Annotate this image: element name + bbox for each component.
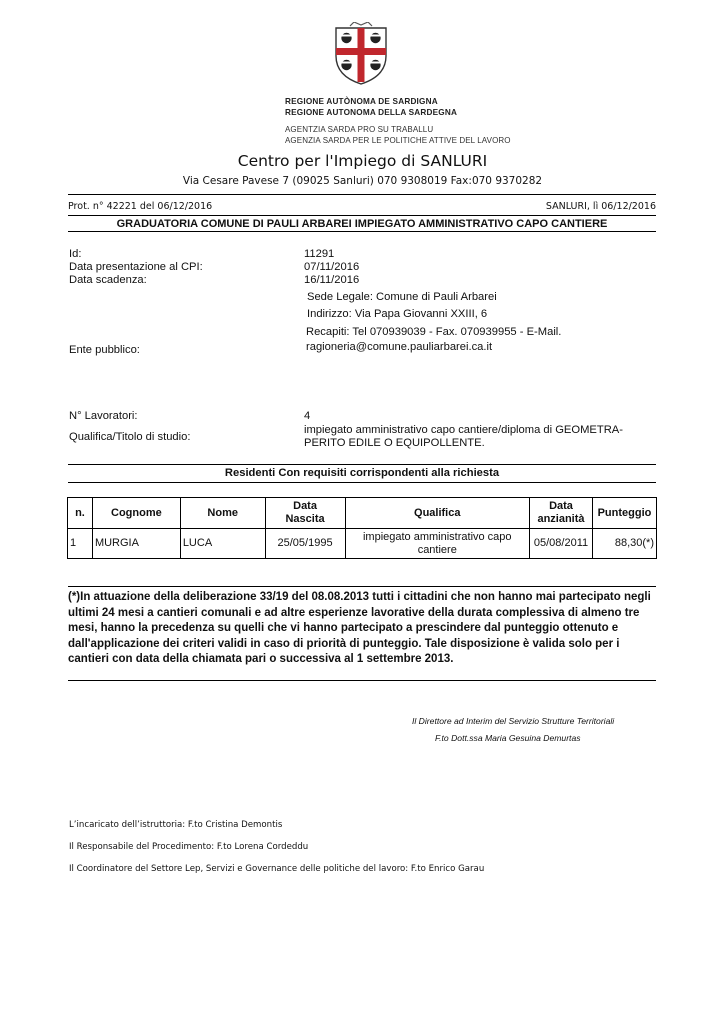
title-bottom-rule [68,231,656,232]
office-address: Via Cesare Pavese 7 (09025 Sanluri) 070 9308019 Fax:070 9370282 [182,175,543,187]
office-title: Centro per l'Impiego di SANLURI [237,152,488,170]
table-row [68,529,657,559]
region-name-italian: REGIONE AUTONOMA DELLA SARDEGNA [285,108,458,117]
deadline-value: 16/11/2016 [304,274,360,286]
header-data-nascita-line2: Nascita [285,513,325,525]
cell-qualifica [345,529,530,559]
ente-label: Ente pubblico: [69,344,140,356]
agency-name-italian: AGENZIA SARDA PER LE POLITICHE ATTIVE DEL LAVORO [285,136,511,145]
header-data-anzianita [530,498,593,529]
note-top-rule [68,586,656,587]
cell-data-nascita: 25/05/1995 [265,529,345,559]
table-header-row [68,498,657,529]
qualifica-label: Qualifica/Titolo di studio: [69,431,191,443]
ranking-table [67,497,657,559]
presentation-date-value: 07/11/2016 [304,261,360,273]
document-title: GRADUATORIA COMUNE DI PAULI ARBAREI IMPIEGATO AMMINISTRATIVO CAPO CANTIERE [116,218,608,230]
cell-nome: LUCA [180,529,265,559]
priority-note: (*)In attuazione della deliberazione 33/19 del 08.08.2013 tutti i cittadini che non hanno mai partecipato negli ultimi 24 mesi a cantieri comunali e ad altre esperienze lavorative della durata complessiva di almeno tre mesi, hanno la precedenza su quelli che vi hanno partecipato a prescindere dal punteggio ottenuto e dall'applicazione dei criteri validi in caso di priorità di punteggio. Tale disposizione è valida solo per i cantieri con data della chiamata pari o successiva al 1 settembre 2013. [68,591,651,665]
header-data-anzianita-line1: Data [549,500,573,512]
header-qualifica: Qualifica [345,498,530,529]
note-bottom-rule [68,680,656,681]
ente-legal-seat: Sede Legale: Comune di Pauli Arbarei [307,291,497,303]
header-data-nascita-line1: Data [293,500,317,512]
cell-qualifica-line2: cantiere [417,543,457,556]
qualifica-value-line1: impiegato amministrativo capo cantiere/diploma di GEOMETRA- [304,424,623,436]
header-data-anzianita-line2: anzianità [537,513,585,525]
cell-data-anzianita: 05/08/2011 [530,529,593,559]
header-n: n. [68,498,93,529]
presentation-date-label: Data presentazione al CPI: [69,261,203,273]
header-divider [68,194,656,195]
qualifica-value-line2: PERITO EDILE O EQUIPOLLENTE. [304,437,485,449]
header-cognome: Cognome [92,498,180,529]
director-name: F.to Dott.ssa Maria Gesuina Demurtas [435,733,581,743]
deadline-label: Data scadenza: [69,274,147,286]
cell-cognome: MURGIA [92,529,180,559]
workers-label: N° Lavoratori: [69,410,138,422]
sardinia-four-moors-crest-icon [330,22,392,86]
workers-value: 4 [304,410,311,422]
region-name-sardinian: REGIONE AUTÒNOMA DE SARDIGNA [285,97,438,106]
signature-coordinatore: Il Coordinatore del Settore Lep, Servizi e Governance delle politiche del lavoro: F.to Enrico Garau [69,864,485,874]
id-value: 11291 [304,248,335,260]
ente-email: ragioneria@comune.pauliarbarei.ca.it [306,341,493,353]
director-title: Il Direttore ad Interim del Servizio Strutture Territoriali [412,716,615,726]
residenti-bottom-rule [68,482,656,483]
id-label: Id: [69,248,82,260]
ente-address: Indirizzo: Via Papa Giovanni XXIII, 6 [307,308,488,320]
title-top-rule [68,215,656,216]
cell-n: 1 [68,529,93,559]
cell-punteggio: 88,30(*) [592,529,656,559]
signature-responsabile: Il Responsabile del Procedimento: F.to Lorena Cordeddu [69,842,309,852]
residenti-top-rule [68,464,656,465]
signature-istruttoria: L’incaricato dell’istruttoria: F.to Cristina Demontis [69,820,283,830]
cell-qualifica-line1: impiegato amministrativo capo [362,530,512,543]
ente-contacts: Recapiti: Tel 070939039 - Fax. 070939955 - E-Mail. [306,326,562,338]
protocol-number: Prot. n° 42221 del 06/12/2016 [68,201,213,212]
residenti-heading: Residenti Con requisiti corrispondenti alla richiesta [224,467,500,479]
agency-name-sardinian: AGENTZIA SARDA PRO SU TRABALLU [285,125,434,134]
protocol-date: SANLURI, lì 06/12/2016 [545,201,656,212]
header-punteggio: Punteggio [592,498,656,529]
header-data-nascita [265,498,345,529]
header-nome: Nome [180,498,265,529]
